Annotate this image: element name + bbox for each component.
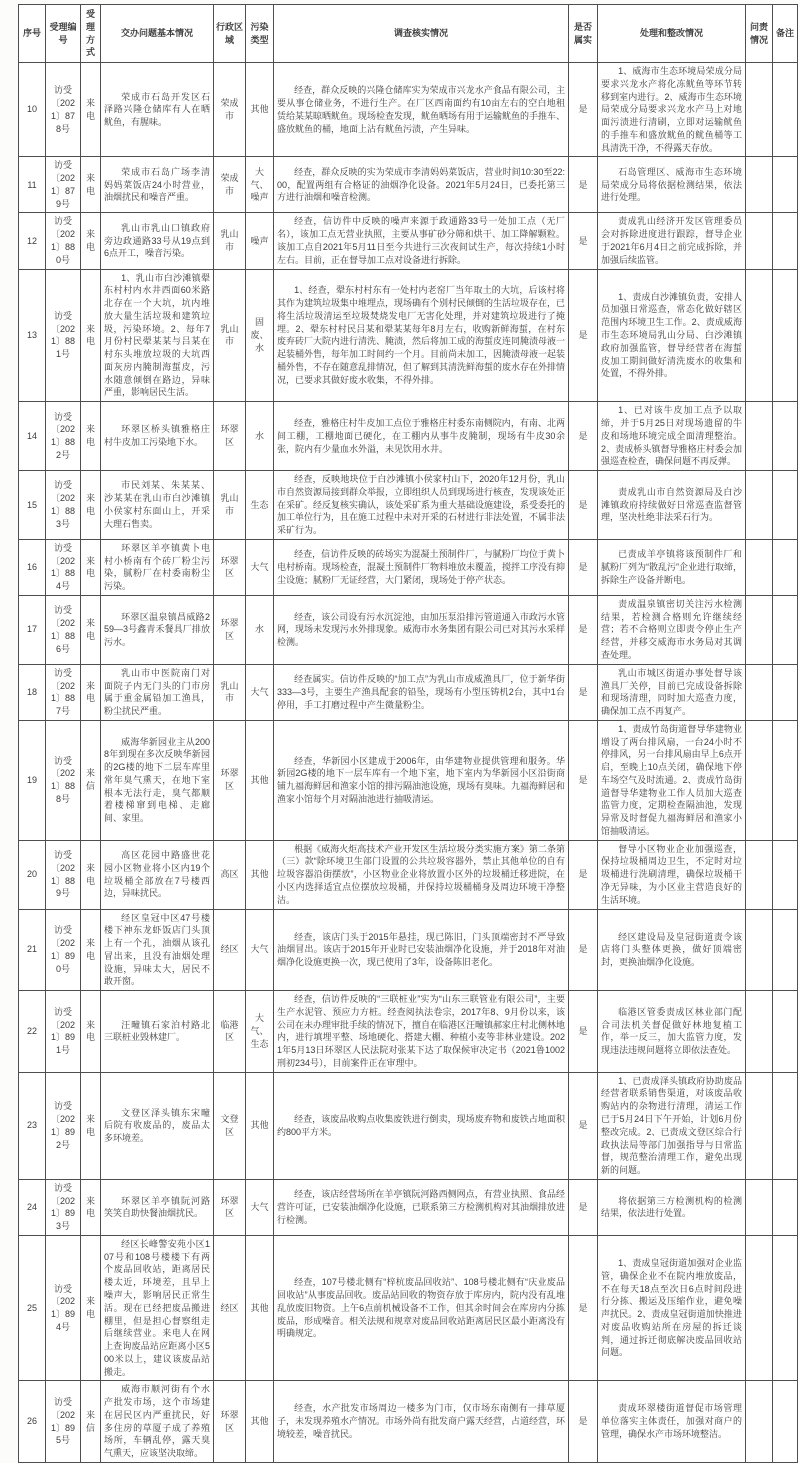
cell-id: 访受〔2021〕878号 bbox=[46, 63, 81, 157]
cell-region: 荣成市 bbox=[214, 157, 246, 213]
table-row bbox=[19, 1381, 798, 1463]
cell-problem: 高区花园中路盛世花园小区物业将小区内19个垃圾桶全部放在7号楼西边，异味扰民。 bbox=[101, 840, 214, 909]
cell-problem: 汪疃镇石家泊村路北三联桩业毁林建厂。 bbox=[101, 991, 214, 1073]
cell-verified: 是 bbox=[569, 664, 598, 720]
cell-region: 荣成市 bbox=[214, 63, 246, 157]
cell-verified: 是 bbox=[569, 1235, 598, 1380]
table-header bbox=[19, 5, 798, 63]
cell-verified: 是 bbox=[569, 269, 598, 402]
complaint-handling-table bbox=[18, 4, 798, 1463]
cell-accountability bbox=[746, 1072, 773, 1179]
cell-verified: 是 bbox=[569, 1072, 598, 1179]
cell-accountability bbox=[746, 471, 773, 540]
cell-problem: 1、乳山市白沙滩镇翚东村村内水井西面60米路北存在一个大坑，坑内堆放大量生活垃圾和建筑垃圾，污染环境。2、每年7月份村民翚某某与吕某在村东头堆放垃圾的大坑西面灰房内腌制海蜇皮，污水随意倾倒在路边，异味严重，影响居民生活。 bbox=[101, 269, 214, 402]
cell-action: 1、已对该牛皮加工点予以取缔，并于5月25日对现场遗留的牛皮和场地环境完成全面清理整治。2、责成桥头镇督导雅格庄村委会加强巡查检查，确保问题不再反弹。 bbox=[598, 402, 746, 471]
cell-method: 来电 bbox=[81, 539, 101, 595]
cell-method: 来电 bbox=[81, 1179, 101, 1235]
cell-investigation: 经查，信访件反映的“三联桩业”实为“山东三联管业有限公司”，主要生产水泥管、预应力方桩。经查阅执法卷宗，2017年8、9月份以来，该公司在未办理审批手续的情况下，擅自在临港区汪疃镇郝家庄村北侧林地内，进行填埋平整、场地硬化、搭建大棚、种植小麦等非林业建设。2021年5月13日环翠区人民法院对张某下达了取保候审决定书（2021鲁1002刑初234号），目前案件正在审理中。 bbox=[274, 991, 569, 1073]
cell-accountability bbox=[746, 539, 773, 595]
cell-verified: 是 bbox=[569, 63, 598, 157]
cell-verified: 是 bbox=[569, 909, 598, 991]
cell-no: 18 bbox=[19, 664, 46, 720]
cell-action: 责成乳山经济开发区管理委员会对拆除进度进行跟踪，督导企业于2021年6月4日之前完成拆除，并加强后续监管。 bbox=[598, 213, 746, 269]
cell-region: 临港区 bbox=[214, 991, 246, 1073]
cell-method: 来电 bbox=[81, 269, 101, 402]
column-header-region: 行政区域 bbox=[214, 5, 246, 63]
cell-id: 访受〔2021〕880号 bbox=[46, 213, 81, 269]
cell-type: 大气 bbox=[246, 909, 274, 991]
cell-investigation: 经查，该店经营场所在羊亭镇阮河路西侧网点，有营业执照、食品经营许可证，已安装油烟净化设施，已联系第三方检测机构对其油烟排放进行检测。 bbox=[274, 1179, 569, 1235]
cell-no: 24 bbox=[19, 1179, 46, 1235]
cell-type: 噪声 bbox=[246, 213, 274, 269]
cell-investigation: 经查，雅格庄村牛皮加工点位于雅格庄村委东南侧院内，有南、北两间工棚，工棚地面已硬化，在工棚内从事牛皮腌制，现场有牛皮30余张，院内有少量血水外溢，未见饮用水井。 bbox=[274, 402, 569, 471]
cell-id: 访受〔2021〕893号 bbox=[46, 1179, 81, 1235]
cell-investigation: 经查，反映地块位于白沙滩镇小侯家村山下，2020年12月份，乳山市自然资源局接到群众举报，立即组织人员到现场进行核查，发现该处正在采矿。经反复核实确认，该处采矿系为重大基础设施建设，系受委托的加工单位行为，且在施工过程中未对开采的石材进行非法处置，不属非法采矿行为。 bbox=[274, 471, 569, 540]
cell-id: 访受〔2021〕891号 bbox=[46, 991, 81, 1073]
cell-region: 环翠区 bbox=[214, 1179, 246, 1235]
column-header-remark: 备注 bbox=[773, 5, 798, 63]
cell-action: 石岛管理区、威海市生态环境局荣成分局将依据检测结果，依法进行处理。 bbox=[598, 157, 746, 213]
cell-investigation: 经查，该公司设有污水沉淀池，由加压泵沿排污管道通入市政污水管网，现场未发现污水外排现象。威海市水务集团有限公司已对其污水采样检测。 bbox=[274, 595, 569, 664]
cell-method: 来电 bbox=[81, 595, 101, 664]
cell-no: 22 bbox=[19, 991, 46, 1073]
cell-accountability bbox=[746, 1235, 773, 1380]
table-row bbox=[19, 402, 798, 471]
cell-investigation: 经查，信访件中反映的噪声来源于政通路33号一处加工点（无厂名），该加工点无营业执照，主要从事矿砂分筛和烘干、加工降解颗粒。该加工点自2021年5月11日至今共进行三次夜间试生产，每次持续1小时左右。目前，正在督导加工点对设备进行拆除。 bbox=[274, 213, 569, 269]
table-row bbox=[19, 539, 798, 595]
cell-region: 乳山市 bbox=[214, 269, 246, 402]
cell-type: 大气 bbox=[246, 539, 274, 595]
cell-method: 来电 bbox=[81, 1235, 101, 1380]
cell-method: 来电 bbox=[81, 991, 101, 1073]
cell-method: 来电 bbox=[81, 402, 101, 471]
cell-action: 将依据第三方检测机构的检测结果，依法进行处置。 bbox=[598, 1179, 746, 1235]
cell-problem: 经区皇冠中区47号楼楼下神东龙虾饭店门头顶上有一个孔，油烟从该孔冒出来，且没有油烟处理设施，异味太大，居民不敢开窗。 bbox=[101, 909, 214, 991]
cell-id: 访受〔2021〕884号 bbox=[46, 539, 81, 595]
cell-no: 12 bbox=[19, 213, 46, 269]
table-row bbox=[19, 909, 798, 991]
table-row bbox=[19, 840, 798, 909]
cell-id: 访受〔2021〕888号 bbox=[46, 720, 81, 840]
table-row bbox=[19, 1179, 798, 1235]
cell-remark bbox=[773, 1235, 798, 1380]
cell-type: 其他 bbox=[246, 1235, 274, 1380]
table-row bbox=[19, 471, 798, 540]
cell-accountability bbox=[746, 664, 773, 720]
cell-problem: 环翠区羊亭镇黄卜电村小桥南有个砖厂粉尘污染，腻粉厂在村委南粉尘污染。 bbox=[101, 539, 214, 595]
cell-no: 16 bbox=[19, 539, 46, 595]
cell-action: 责成温泉镇密切关注污水检测结果，若检测合格则允许继续经营；若不合格则立即责令停止生产经营，并移交威海市水务局对其调查处理。 bbox=[598, 595, 746, 664]
cell-action: 乳山市城区街道办事处督导该渔具厂关停，目前已完成设备拆除和现场清理，同时加大巡查力度，确保加工点不再复产。 bbox=[598, 664, 746, 720]
cell-verified: 是 bbox=[569, 1381, 598, 1463]
cell-accountability bbox=[746, 909, 773, 991]
table-row bbox=[19, 1072, 798, 1179]
cell-id: 访受〔2021〕890号 bbox=[46, 909, 81, 991]
cell-problem: 市民刘某、朱某某、沙某某在乳山市白沙滩镇小侯家村东面山上，开采大理石售卖。 bbox=[101, 471, 214, 540]
cell-type: 水 bbox=[246, 402, 274, 471]
cell-region: 经区 bbox=[214, 909, 246, 991]
cell-investigation: 经查属实。信访件反映的“加工点”为乳山市成威渔具厂，位于新华街333—3号，主要生产渔具配套的铅坠，现场有小型压铸机2台，其中1台停用，手工打磨过程中产生微量粉尘。 bbox=[274, 664, 569, 720]
cell-verified: 是 bbox=[569, 595, 598, 664]
cell-region: 环翠区 bbox=[214, 539, 246, 595]
cell-region: 经区 bbox=[214, 1235, 246, 1380]
cell-id: 访受〔2021〕894号 bbox=[46, 1235, 81, 1380]
cell-no: 21 bbox=[19, 909, 46, 991]
cell-method: 来电 bbox=[81, 909, 101, 991]
cell-type: 水 bbox=[246, 595, 274, 664]
column-header-verified: 是否属实 bbox=[569, 5, 598, 63]
cell-verified: 是 bbox=[569, 720, 598, 840]
cell-method: 来电 bbox=[81, 63, 101, 157]
cell-method: 来电 bbox=[81, 213, 101, 269]
cell-region: 乳山市 bbox=[214, 471, 246, 540]
cell-action: 1、责成皇冠街道加强对企业监管，确保企业不在院内堆放废品，不在每天18点至次日6点时间段进行分拣、搬运及压缩作业，避免噪声扰民。2、责成皇冠街道加快推进对废品收购站所在房屋的拆迁谈判，通过拆迁彻底解决废品回收站问题。 bbox=[598, 1235, 746, 1380]
cell-method: 来电 bbox=[81, 1072, 101, 1179]
cell-method: 来电 bbox=[81, 664, 101, 720]
cell-id: 访受〔2021〕895号 bbox=[46, 1381, 81, 1463]
table-row bbox=[19, 63, 798, 157]
cell-type: 其他 bbox=[246, 1072, 274, 1179]
cell-action: 督导小区物业企业加强巡查，保持垃圾桶周边卫生，不定时对垃圾桶进行洗刷清理，确保垃圾桶干净无异味，为小区业主营造良好的生活环境。 bbox=[598, 840, 746, 909]
cell-region: 文登区 bbox=[214, 1072, 246, 1179]
cell-id: 访受〔2021〕892号 bbox=[46, 1072, 81, 1179]
cell-action: 1、威海市生态环境局荣成分局要求兴龙水产将化冻鱿鱼等环节转移到室内进行。2、威海市生态环境局荣成分局要求兴龙水产马上对地面污渍进行清刷，立即对运输鱿鱼的手推车和盛放鱿鱼的鱿鱼桶等工具清洗干净，不得露天存放。 bbox=[598, 63, 746, 157]
cell-verified: 是 bbox=[569, 539, 598, 595]
column-header-action: 处理和整改情况 bbox=[598, 5, 746, 63]
cell-region: 环翠区 bbox=[214, 1381, 246, 1463]
cell-id: 访受〔2021〕882号 bbox=[46, 402, 81, 471]
cell-id: 访受〔2021〕887号 bbox=[46, 664, 81, 720]
table-row bbox=[19, 991, 798, 1073]
cell-type: 其他 bbox=[246, 840, 274, 909]
cell-problem: 文登区泽头镇东宋疃后院有收废品的，废品太多环境差。 bbox=[101, 1072, 214, 1179]
cell-accountability bbox=[746, 269, 773, 402]
cell-verified: 是 bbox=[569, 402, 598, 471]
cell-type: 大气 bbox=[246, 1179, 274, 1235]
cell-verified: 是 bbox=[569, 991, 598, 1073]
cell-remark bbox=[773, 720, 798, 840]
cell-verified: 是 bbox=[569, 213, 598, 269]
cell-accountability bbox=[746, 402, 773, 471]
cell-action: 已责成羊亭镇将该预制件厂和腻粉厂列为“散乱污”企业进行取缔，拆除生产设备并断电。 bbox=[598, 539, 746, 595]
cell-remark bbox=[773, 664, 798, 720]
cell-id: 访受〔2021〕886号 bbox=[46, 595, 81, 664]
cell-action: 1、责成白沙滩镇负责，安排人员加强日常巡查，常态化做好辖区范围内环境卫生工作。2、责成威海市生态环境局乳山分局、白沙滩镇政府加强监管，督导经营者在海蜇皮加工期间做好清洗废水的收集和处置，不得外排。 bbox=[598, 269, 746, 402]
table-row bbox=[19, 269, 798, 402]
cell-id: 访受〔2021〕879号 bbox=[46, 157, 81, 213]
cell-problem: 荣成市石岛广场李清妈妈菜饭店24小时营业，油烟扰民和噪音严重。 bbox=[101, 157, 214, 213]
cell-no: 17 bbox=[19, 595, 46, 664]
cell-remark bbox=[773, 1381, 798, 1463]
column-header-method: 受理方式 bbox=[81, 5, 101, 63]
cell-id: 访受〔2021〕881号 bbox=[46, 269, 81, 402]
cell-method: 来电 bbox=[81, 157, 101, 213]
cell-method: 来信 bbox=[81, 1381, 101, 1463]
cell-region: 环翠区 bbox=[214, 720, 246, 840]
cell-action: 1、责成竹岛街道督导华建物业增设了两台排风扇，一台24小时不停排风，另一台排风扇由早上6点开启，至晚上10点关闭，确保地下停车场空气及时流通。2、责成竹岛街道督导华建物业工作人员加大巡查监管力度，定期检查隔油池，发现异常及时督促九福海鲜居和渔家小馆抽吸清运。 bbox=[598, 720, 746, 840]
cell-investigation: 经查，水产批发市场周边一楼多为门市，仅市场东南侧有一排草厦子，未发现养殖水产情况。市场外尚有批发商户露天经营，占道经营，环境较差，噪音扰民。 bbox=[274, 1381, 569, 1463]
cell-no: 15 bbox=[19, 471, 46, 540]
cell-type: 生态 bbox=[246, 471, 274, 540]
table-row bbox=[19, 213, 798, 269]
table-row bbox=[19, 157, 798, 213]
cell-remark bbox=[773, 471, 798, 540]
column-header-type: 污染类型 bbox=[246, 5, 274, 63]
cell-remark bbox=[773, 269, 798, 402]
cell-region: 高区 bbox=[214, 840, 246, 909]
column-header-problem: 交办问题基本情况 bbox=[101, 5, 214, 63]
cell-accountability bbox=[746, 840, 773, 909]
cell-remark bbox=[773, 909, 798, 991]
cell-verified: 是 bbox=[569, 471, 598, 540]
cell-remark bbox=[773, 157, 798, 213]
cell-remark bbox=[773, 213, 798, 269]
table-row bbox=[19, 595, 798, 664]
cell-remark bbox=[773, 991, 798, 1073]
cell-accountability bbox=[746, 1381, 773, 1463]
cell-accountability bbox=[746, 157, 773, 213]
cell-accountability bbox=[746, 1179, 773, 1235]
cell-problem: 环翠区羊亭镇阮河路笑笑自助快餐油烟扰民。 bbox=[101, 1179, 214, 1235]
cell-type: 大气、生态 bbox=[246, 991, 274, 1073]
cell-type: 其他 bbox=[246, 1381, 274, 1463]
cell-no: 14 bbox=[19, 402, 46, 471]
cell-region: 环翠区 bbox=[214, 402, 246, 471]
cell-no: 10 bbox=[19, 63, 46, 157]
table-row bbox=[19, 1235, 798, 1380]
cell-action: 临港区管委责成区林业部门配合司法机关督促做好林地复植工作，举一反三，加大监管力度，发现违法违规问题将立即依法查处。 bbox=[598, 991, 746, 1073]
cell-problem: 威海华新园业主从2008年到现在多次反映华新园的2G楼的地下二层车库里常年臭气熏天，在地下室根本无法行走，臭气都顺着楼梯窜到电梯、走廊间、家里。 bbox=[101, 720, 214, 840]
cell-remark bbox=[773, 595, 798, 664]
cell-no: 13 bbox=[19, 269, 46, 402]
table-body bbox=[19, 63, 798, 1463]
cell-id: 访受〔2021〕889号 bbox=[46, 840, 81, 909]
cell-problem: 乳山市中医院南门对面院子内无门头的门市房属于重金属铅加工渔具，粉尘扰民严重。 bbox=[101, 664, 214, 720]
cell-verified: 是 bbox=[569, 1179, 598, 1235]
column-header-accountability: 问责情况 bbox=[746, 5, 773, 63]
cell-problem: 经区长峰警安苑小区107号和108号楼楼下有两个废品回收站，距离居民楼太近，环境差，且早上噪声大，影响居民正常生活。现在已经把废品搬进棚里，但是担心督察组走后继续营业。来电人在网上查询废品站应距离小区500米以上，建议该废品站搬走。 bbox=[101, 1235, 214, 1380]
cell-remark bbox=[773, 539, 798, 595]
cell-accountability bbox=[746, 63, 773, 157]
cell-problem: 乳山市乳山口镇政府旁边政通路33号从19点到6点开工，噪音污染。 bbox=[101, 213, 214, 269]
cell-action: 责成乳山市自然资源局及白沙滩镇政府持续做好日常巡查监督管理，坚决杜绝非法采石行为。 bbox=[598, 471, 746, 540]
cell-no: 23 bbox=[19, 1072, 46, 1179]
cell-remark bbox=[773, 1072, 798, 1179]
cell-action: 经区建设局及皇冠街道责令该店将门头整体更换，做好顶端密封，更换油烟净化设施。 bbox=[598, 909, 746, 991]
cell-no: 19 bbox=[19, 720, 46, 840]
cell-no: 11 bbox=[19, 157, 46, 213]
header-row bbox=[19, 5, 798, 63]
cell-region: 乳山市 bbox=[214, 664, 246, 720]
cell-accountability bbox=[746, 991, 773, 1073]
cell-remark bbox=[773, 63, 798, 157]
cell-type: 其他 bbox=[246, 63, 274, 157]
cell-action: 责成环翠楼街道督促市场管理单位落实主体责任，加强对商户的管理，确保水产市场环境整洁。 bbox=[598, 1381, 746, 1463]
cell-accountability bbox=[746, 595, 773, 664]
column-header-investigation: 调查核实情况 bbox=[274, 5, 569, 63]
cell-method: 来电 bbox=[81, 840, 101, 909]
cell-investigation: 根据《威海火炬高技术产业开发区生活垃圾分类实施方案》第二条第（三）款“除环境卫生部门设置的公共垃圾容器外，禁止其他单位的自有垃圾容器沿街摆放”，小区物业企业将放置小区外的垃圾桶迁移进院，在小区内选择适宜点位摆放垃圾桶，并保持垃圾桶桶身及周边环境干净整洁。 bbox=[274, 840, 569, 909]
cell-problem: 环翠区温泉镇昌威路259—3号鑫青禾餐具厂排放污水。 bbox=[101, 595, 214, 664]
cell-verified: 是 bbox=[569, 157, 598, 213]
cell-investigation: 经查，该店门头于2015年悬挂，现已陈旧，门头顶端密封不严导致油烟冒出。该店于2015年开业时已安装油烟净化设施，并于2018年对油烟净化设施更换一次，现已使用了3年，设备陈旧老化。 bbox=[274, 909, 569, 991]
table-row bbox=[19, 664, 798, 720]
cell-region: 乳山市 bbox=[214, 213, 246, 269]
cell-investigation: 经查，群众反映的兴隆仓储库实为荣成市兴龙水产食品有限公司，主要从事仓储业务，不进行生产。在厂区西南面约有10亩左右的空白地租赁给某某晾晒鱿鱼。现场检查发现，鱿鱼晒场有用于运输鱿鱼的手推车、盛放鱿鱼的桶，地面上沾有鱿鱼污渍，产生异味。 bbox=[274, 63, 569, 157]
cell-no: 26 bbox=[19, 1381, 46, 1463]
cell-accountability bbox=[746, 213, 773, 269]
cell-investigation: 经查，信访件反映的砖场实为混凝土预制件厂，与腻粉厂均位于黄卜电村桥南。现场检查，混凝土预制件厂物料堆放未覆盖，搅拌工序没有抑尘设施；腻粉厂无证经营，大门紧闭，现场处于停产状态。 bbox=[274, 539, 569, 595]
cell-problem: 威海市顺河街有个水产批发市场，这个市场建在居民区内严重扰民，好多住房的草厦子成了养殖场所，车辆乱停，露天臭气熏天，应该坚决取缔。 bbox=[101, 1381, 214, 1463]
table-row bbox=[19, 720, 798, 840]
cell-method: 来电 bbox=[81, 471, 101, 540]
cell-investigation: 经查，群众反映的实为荣成市李清妈妈菜饭店，营业时间10:30至22:00，配置两组有合格证的油烟净化设备。2021年5月24日，已委托第三方进行油烟和噪音检测。 bbox=[274, 157, 569, 213]
cell-method: 来信 bbox=[81, 720, 101, 840]
cell-no: 25 bbox=[19, 1235, 46, 1380]
cell-remark bbox=[773, 402, 798, 471]
cell-remark bbox=[773, 1179, 798, 1235]
cell-id: 访受〔2021〕883号 bbox=[46, 471, 81, 540]
cell-no: 20 bbox=[19, 840, 46, 909]
cell-type: 大气、噪声 bbox=[246, 157, 274, 213]
cell-type: 大气 bbox=[246, 664, 274, 720]
cell-action: 1、已责成泽头镇政府协助废品经营者联系销售渠道，对该废品收购站内的杂物进行清理，清运工作已于5月24日下午开始，计划6月份整改完成。2、已责成文登区综合行政执法局等部门加强指导与日常监督，规范整治清理工作，避免出现新的问题。 bbox=[598, 1072, 746, 1179]
cell-investigation: 1、经查，翚东村村东有一处村内老窑厂当年取土的大坑，后该村将其作为建筑垃圾集中堆埋点，现场确有个别村民倾倒的生活垃圾存在，已将生活垃圾清运至垃圾焚烧发电厂无害化处理，并对建筑垃圾进行了掩埋。2、翚东村村民吕某和翚某某每年8月左右，收购新鲜海蜇，在村东废弃砖厂大院内进行清洗、腌渍，然后将加工成的海蜇皮连同腌渍母液一起装桶外售，每年加工时间约一个月。目前尚未加工，因腌渍母液一起装桶外售，不存在随意乱排情况，但了解到其清洗鲜海蜇的废水存在外排情况，已要求其做好废水收集，不得外排。 bbox=[274, 269, 569, 402]
cell-accountability bbox=[746, 720, 773, 840]
cell-problem: 荣成市石岛开发区石泽路兴隆仓储库有人在晒鱿鱼，有腥味。 bbox=[101, 63, 214, 157]
column-header-id: 受理编号 bbox=[46, 5, 81, 63]
cell-remark bbox=[773, 840, 798, 909]
cell-investigation: 经查，该废品收购点收集废铁进行倒卖，现场废弃物和废铁占地面积约800平方米。 bbox=[274, 1072, 569, 1179]
cell-investigation: 经查，107号楼北侧有“梓杭废品回收站”、108号楼北侧有“庆业废品回收站”从事废品回收。废品站回收的物资存放于库房内，院内没有乱堆乱放废旧物资。上午6点前机械设备不工作，但其余时间会在库房内分拣废品，形成噪音。相关法规和规章对废品回收站距离居民区最小距离没有明确规定。 bbox=[274, 1235, 569, 1380]
cell-region: 环翠区 bbox=[214, 595, 246, 664]
cell-problem: 环翠区桥头镇雅格庄村牛皮加工污染地下水。 bbox=[101, 402, 214, 471]
cell-type: 固废、水 bbox=[246, 269, 274, 402]
column-header-no: 序号 bbox=[19, 5, 46, 63]
cell-investigation: 经查，华新园小区建成于2006年，由华建物业提供管理和服务。华新园2G楼的地下一层车库有一个地下室，地下室内为华新园小区沿街商铺九福海鲜居和渔家小馆的排污隔油池设施，现场有臭味。九福海鲜居和渔家小馆每个月对隔油池进行抽吸清运。 bbox=[274, 720, 569, 840]
cell-type: 其他 bbox=[246, 720, 274, 840]
cell-verified: 是 bbox=[569, 840, 598, 909]
